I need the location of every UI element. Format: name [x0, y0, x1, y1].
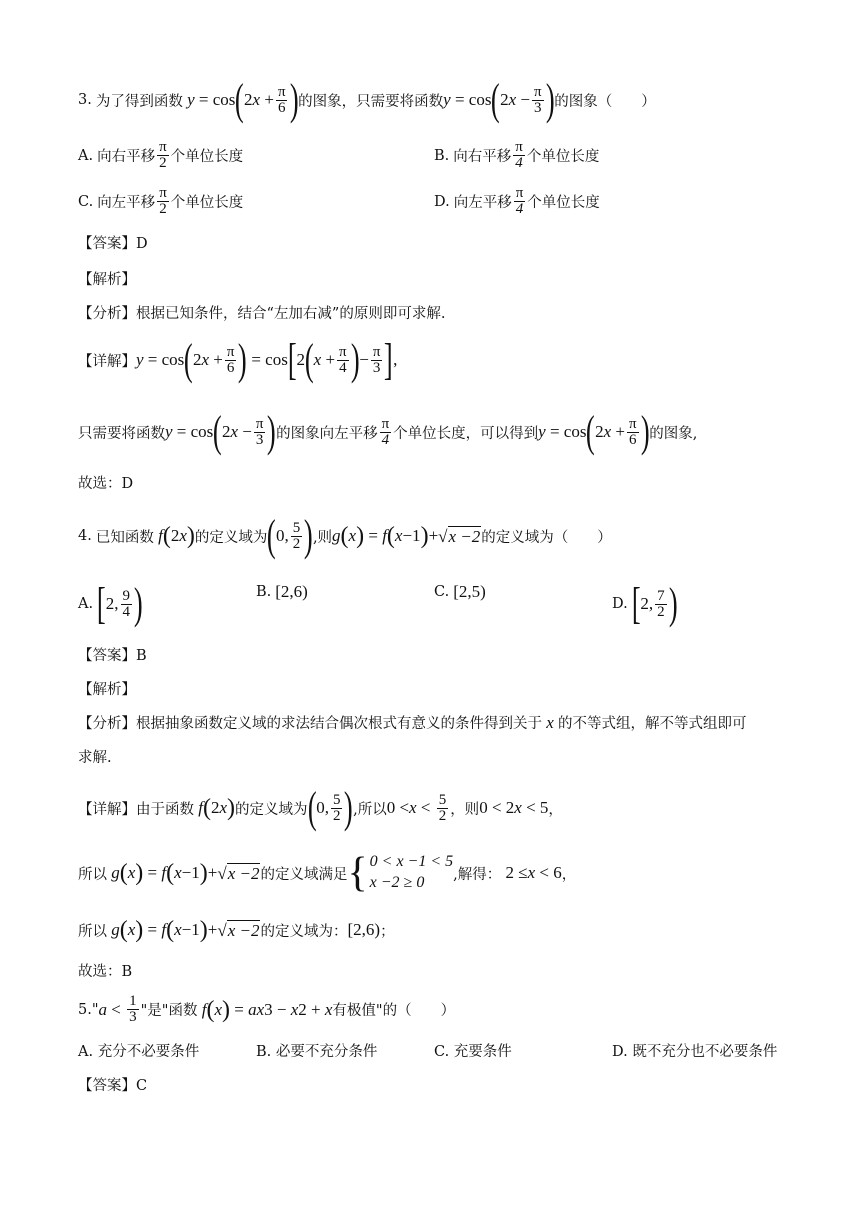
detail-text: 的图象向左平移: [276, 425, 378, 442]
option-label: B.: [256, 584, 272, 600]
option-text: 向右平移: [97, 149, 156, 165]
option-text: 向左平移: [453, 195, 512, 211]
q4-answer: 【答案】B: [78, 648, 147, 664]
q3-analysis-heading: 【解析】: [78, 272, 136, 288]
q4-number: 4.: [78, 528, 92, 544]
option-label: C.: [434, 584, 450, 600]
detail-text: ,解得：: [453, 866, 502, 883]
option-text: 向左平移: [97, 195, 156, 211]
q4-fenxi-2: 求解.: [78, 750, 112, 766]
detail-text: 的图象,: [649, 425, 698, 442]
detail-text: 所以: [78, 923, 107, 940]
q3-option-b: B. 向右平移 $\frac{\pi}{4}$ 个单位长度: [434, 139, 600, 171]
detail-value: [2,6): [347, 920, 381, 939]
q3-stem-text-2: 的图象，只需要将函数: [298, 93, 444, 110]
option-label: D.: [434, 193, 450, 210]
detail-text: 个单位长度，可以得到: [393, 425, 539, 442]
q3-option-d: D. 向左平移 $\frac{\pi}{4}$ 个单位长度: [434, 185, 600, 217]
stem-text: ": [91, 1001, 99, 1018]
q3-option-c: C. 向左平移 $\frac{\pi}{2}$ 个单位长度: [78, 185, 244, 217]
q5-option-c: C. 充要条件: [434, 1044, 512, 1060]
detail-label: 【详解】: [78, 353, 136, 370]
q3-stem: 3. 为了得到函数 y = cos ( 2 x + $\frac{\pi}{6}$ ) 的图象，只需要将函数 y = cos ( 2 x − $\frac{\pi}{3}$ ) 的图象（ ）: [78, 75, 656, 124]
q3-detail-1: 【详解】 y = cos ( 2 x + $\frac{\pi}{6}$ ) = cos [ 2 ( x + $\frac{\pi}{4}$ ) − $\frac{\pi}{3}$ ] ,: [78, 335, 398, 384]
q5-option-b: B. 必要不充分条件: [256, 1044, 378, 1060]
q4-option-d: D. [ 2, $\frac{7}{2}$ ): [612, 579, 678, 628]
q3-choose: 故选：D: [78, 476, 134, 492]
q5-option-d: D. 既不充分也不必要条件: [612, 1044, 778, 1060]
q4-analysis-heading: 【解析】: [78, 682, 136, 698]
q5-option-a: A. 充分不必要条件: [78, 1044, 200, 1060]
option-text: 个单位长度: [526, 149, 600, 165]
detail-text: ，: [561, 866, 577, 883]
option-label: B.: [434, 147, 450, 164]
stem-text: 有极值"的（ ）: [332, 1003, 456, 1019]
stem-text: 的定义域为（ ）: [481, 529, 612, 546]
q3-fenxi: 【分析】根据已知条件，结合“左加右减”的原则即可求解.: [78, 306, 446, 322]
option-text: 个单位长度: [170, 195, 244, 211]
q3-answer: 【答案】D: [78, 236, 148, 252]
option-label: D.: [612, 596, 628, 612]
detail-text: 所以: [78, 866, 107, 883]
q4-option-b: [256, 582, 308, 602]
detail-text: 的定义域为: [235, 801, 308, 818]
detail-text: ，: [548, 801, 563, 818]
option-value: [2,6): [275, 582, 308, 601]
option-value: [2,5): [453, 582, 486, 601]
option-text: 个单位长度: [527, 195, 600, 211]
fenxi-text: 【分析】根据抽象函数定义域的求法结合偶次根式有意义的条件得到关于: [78, 716, 542, 732]
option-label: A.: [78, 147, 94, 164]
detail-text: ；: [380, 923, 395, 940]
option-label: C.: [78, 193, 94, 210]
stem-text: ,则: [312, 529, 333, 546]
detail-text: ，则: [450, 801, 480, 818]
detail-text: 的定义域满足: [260, 866, 348, 883]
option-text: 个单位长度: [170, 149, 244, 165]
option-label: A.: [78, 596, 94, 612]
fenxi-text: 的不等式组，解不等式组即可: [558, 716, 747, 732]
q3-stem-text-1: 为了得到函数: [95, 93, 183, 110]
stem-text: 的定义域为: [194, 529, 268, 546]
q3-stem-text-3: 的图象（ ）: [554, 93, 656, 110]
q3-option-a: A. 向右平移 $\frac{\pi}{2}$ 个单位长度: [78, 139, 244, 171]
q4-option-c: [434, 582, 486, 602]
q4-detail-2: 所以 g ( x ) = f ( x −1 ) + √ x −2 的定义域满足 { 0 < x −1 < 5 x −2 ≥ 0 ,解得： 2 ≤ x < 6 ，: [78, 850, 577, 896]
q4-fenxi-1: 【分析】根据抽象函数定义域的求法结合偶次根式有意义的条件得到关于 x 的不等式组，解不等式组即可: [78, 712, 747, 732]
detail-text: 【详解】由于函数: [78, 801, 194, 818]
q4-detail-3: 所以 g ( x ) = f ( x −1 ) + √ x −2 的定义域为： [2,6) ；: [78, 917, 395, 943]
q3-detail-2: 只需要将函数 y = cos ( 2 x − $\frac{\pi}{3}$ ) 的图象向左平移 $\frac{\pi}{4}$ 个单位长度，可以得到 y = cos ( 2 x + $\frac{\pi}{6}$ ) 的图象,: [78, 407, 698, 456]
detail-text: 只需要将函数: [78, 425, 165, 442]
q4-option-a: A. [ 2, $\frac{9}{4}$ ): [78, 579, 143, 628]
stem-text: 已知函数: [95, 529, 154, 546]
detail-text: 的定义域为：: [260, 923, 348, 940]
option-text: 向右平移: [453, 149, 512, 165]
detail-text: ,所以: [353, 801, 387, 818]
q5-stem: 5. " a < $\frac{1}{3}$ "是"函数 f ( x ) = ax 3 − x 2 + x 有极值"的（ ）: [78, 993, 456, 1025]
stem-text: "是"函数: [140, 1003, 198, 1019]
q4-detail-1: 【详解】由于函数 f ( 2 x ) 的定义域为 ( 0, $\frac{5}{2}$ ) ,所以 0 < x < $\frac{5}{2}$ ，则 0 < 2 x < 5 ，: [78, 783, 563, 832]
q4-choose: 故选：B: [78, 964, 133, 980]
q5-answer: 【答案】C: [78, 1078, 148, 1094]
q4-stem: 4. 已知函数 f ( 2 x ) 的定义域为 ( 0, $\frac{5}{2}$ ) ,则 g ( x ) = f ( x −1 ) + √ x −2 的定义域为（ ）: [78, 511, 612, 560]
q5-number: 5.: [78, 1001, 92, 1018]
q3-number: 3.: [78, 92, 92, 108]
